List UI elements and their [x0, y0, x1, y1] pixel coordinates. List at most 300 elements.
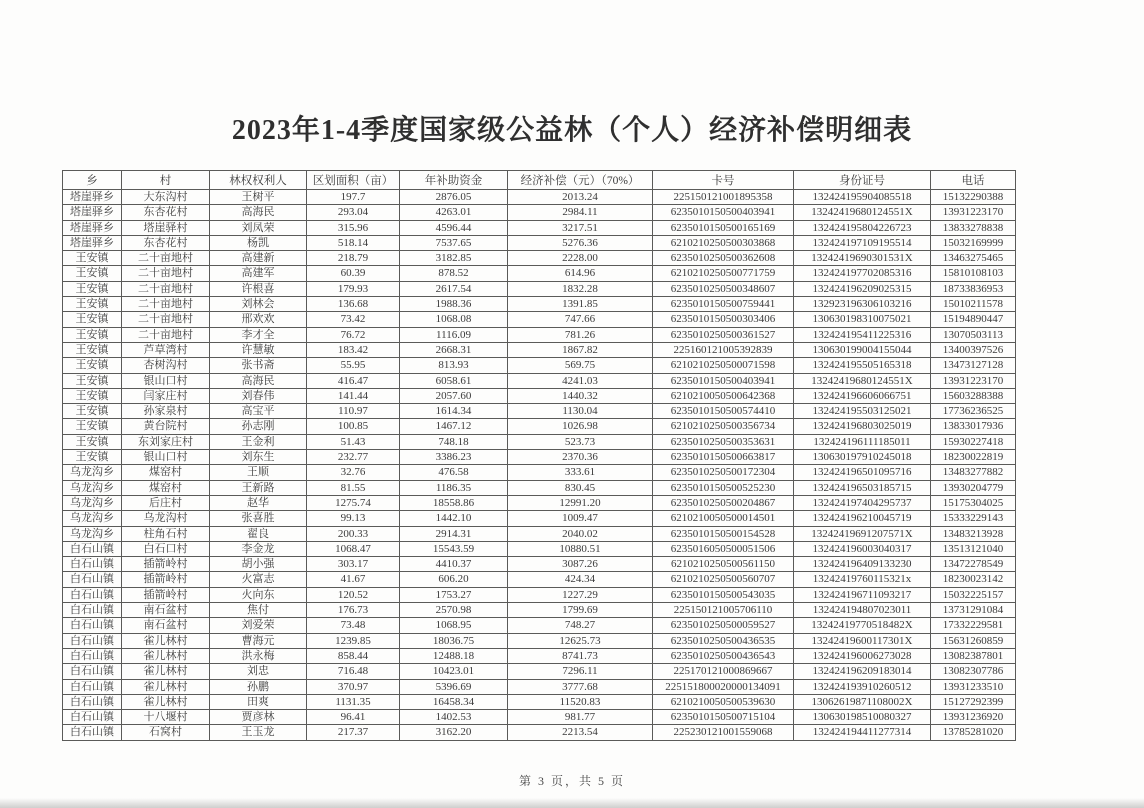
- table-cell: 18230022819: [931, 450, 1016, 465]
- table-cell: 15132290388: [931, 190, 1016, 205]
- table-cell: 3087.26: [508, 557, 653, 572]
- table-cell: 747.66: [508, 312, 653, 327]
- table-cell: 6235010150500574410: [653, 404, 794, 419]
- header-row: [63, 171, 1016, 190]
- table-cell: 塔崖驿乡: [63, 205, 122, 220]
- table-row: [63, 526, 1016, 541]
- table-cell: 6235010250500436543: [653, 648, 794, 663]
- table-cell: 插箭岭村: [122, 557, 210, 572]
- table-cell: 1130.04: [508, 404, 653, 419]
- column-header: 身份证号: [794, 171, 931, 190]
- table-cell: 132424195503125021: [794, 404, 931, 419]
- table-cell: 乌龙沟乡: [63, 511, 122, 526]
- table-cell: 白石山镇: [63, 618, 122, 633]
- table-row: [63, 358, 1016, 373]
- table-cell: 3777.68: [508, 679, 653, 694]
- table-cell: 1009.47: [508, 511, 653, 526]
- table-cell: 3182.85: [400, 251, 508, 266]
- table-cell: 32.76: [307, 465, 400, 480]
- table-cell: 132424195804226723: [794, 220, 931, 235]
- table-cell: 15127292399: [931, 694, 1016, 709]
- table-cell: 1988.36: [400, 297, 508, 312]
- table-cell: 15175304025: [931, 495, 1016, 510]
- table-cell: 大东沟村: [122, 190, 210, 205]
- table-cell: 18230023142: [931, 572, 1016, 587]
- table-cell: 15543.59: [400, 541, 508, 556]
- table-cell: 6235010150500715104: [653, 710, 794, 725]
- table-cell: 830.45: [508, 480, 653, 495]
- table-cell: 6235010150500663817: [653, 450, 794, 465]
- column-header: 卡号: [653, 171, 794, 190]
- table-cell: 748.18: [400, 434, 508, 449]
- table-cell: 4241.03: [508, 373, 653, 388]
- table-cell: 614.96: [508, 266, 653, 281]
- table-body: [63, 190, 1016, 741]
- table-cell: 李金龙: [210, 541, 307, 556]
- table-cell: 6235010150500525230: [653, 480, 794, 495]
- table-cell: 王安镇: [63, 266, 122, 281]
- table-cell: 1116.09: [400, 327, 508, 342]
- table-cell: 高海民: [210, 373, 307, 388]
- table-cell: 6235010150500759441: [653, 297, 794, 312]
- table-cell: 18733836953: [931, 281, 1016, 296]
- table-row: [63, 587, 1016, 602]
- table-cell: 6210210250500356734: [653, 419, 794, 434]
- table-cell: 2617.54: [400, 281, 508, 296]
- table-cell: 13473127128: [931, 358, 1016, 373]
- table-cell: 王安镇: [63, 434, 122, 449]
- table-cell: 王新路: [210, 480, 307, 495]
- table-cell: 芦草湾村: [122, 342, 210, 357]
- table-cell: 6210210050500642368: [653, 388, 794, 403]
- table-row: [63, 190, 1016, 205]
- table-cell: 刘东生: [210, 450, 307, 465]
- table-cell: 6235010150500543035: [653, 587, 794, 602]
- table-row: [63, 495, 1016, 510]
- table-row: [63, 373, 1016, 388]
- table-cell: 13513121040: [931, 541, 1016, 556]
- table-cell: 王安镇: [63, 297, 122, 312]
- table-cell: 白石山镇: [63, 572, 122, 587]
- table-cell: 洪永梅: [210, 648, 307, 663]
- table-cell: 6235010250500361527: [653, 327, 794, 342]
- table-cell: 2057.60: [400, 388, 508, 403]
- table-cell: 白石山镇: [63, 557, 122, 572]
- table-cell: 333.61: [508, 465, 653, 480]
- table-cell: 41.67: [307, 572, 400, 587]
- table-cell: 76.72: [307, 327, 400, 342]
- table-row: [63, 618, 1016, 633]
- table-cell: 刘凤荣: [210, 220, 307, 235]
- table-cell: 6210210250500303868: [653, 235, 794, 250]
- table-cell: 132424196803025019: [794, 419, 931, 434]
- table-row: [63, 511, 1016, 526]
- table-cell: 雀儿林村: [122, 679, 210, 694]
- table-cell: 1402.53: [400, 710, 508, 725]
- table-cell: 闫家庄村: [122, 388, 210, 403]
- table-cell: 12488.18: [400, 648, 508, 663]
- table-cell: 232.77: [307, 450, 400, 465]
- table-cell: 王安镇: [63, 388, 122, 403]
- table-cell: 高宝平: [210, 404, 307, 419]
- table-cell: 370.97: [307, 679, 400, 694]
- table-cell: 赵华: [210, 495, 307, 510]
- table-cell: 13082307786: [931, 664, 1016, 679]
- table-cell: 99.13: [307, 511, 400, 526]
- table-cell: 303.17: [307, 557, 400, 572]
- table-cell: 白石山镇: [63, 603, 122, 618]
- table-cell: 2570.98: [400, 603, 508, 618]
- table-cell: 黄台院村: [122, 419, 210, 434]
- table-row: [63, 404, 1016, 419]
- table-cell: 6210210250500071598: [653, 358, 794, 373]
- table-cell: 白石口村: [122, 541, 210, 556]
- table-cell: 6235010150500403941: [653, 205, 794, 220]
- table-cell: 1832.28: [508, 281, 653, 296]
- table-cell: 7296.11: [508, 664, 653, 679]
- table-cell: 火富志: [210, 572, 307, 587]
- table-cell: 2213.54: [508, 725, 653, 740]
- table-cell: 200.33: [307, 526, 400, 541]
- table-cell: 15194890447: [931, 312, 1016, 327]
- table-row: [63, 541, 1016, 556]
- table-cell: 王安镇: [63, 419, 122, 434]
- table-cell: 110.97: [307, 404, 400, 419]
- table-cell: 1440.32: [508, 388, 653, 403]
- table-cell: 孙家泉村: [122, 404, 210, 419]
- table-cell: 13833017936: [931, 419, 1016, 434]
- table-cell: 二十亩地村: [122, 297, 210, 312]
- table-cell: 10423.01: [400, 664, 508, 679]
- table-cell: 南石盆村: [122, 603, 210, 618]
- table-cell: 2040.02: [508, 526, 653, 541]
- table-cell: 1068.47: [307, 541, 400, 556]
- table-cell: 塔崖驿乡: [63, 220, 122, 235]
- table-cell: 13931236920: [931, 710, 1016, 725]
- table-cell: 130630198510080327: [794, 710, 931, 725]
- table-cell: 748.27: [508, 618, 653, 633]
- table-cell: 焦付: [210, 603, 307, 618]
- table-cell: 6235010250500204867: [653, 495, 794, 510]
- table-cell: 132424196111185011: [794, 434, 931, 449]
- table-cell: 132424196711093217: [794, 587, 931, 602]
- table-cell: 乌龙沟乡: [63, 465, 122, 480]
- table-row: [63, 557, 1016, 572]
- table-cell: 132424193910260512: [794, 679, 931, 694]
- table-cell: 6235010250500059527: [653, 618, 794, 633]
- table-cell: 2914.31: [400, 526, 508, 541]
- table-cell: 130630198310075021: [794, 312, 931, 327]
- table-cell: 6235010250500362608: [653, 251, 794, 266]
- table-cell: 96.41: [307, 710, 400, 725]
- table-cell: 4263.01: [400, 205, 508, 220]
- table-cell: 15032169999: [931, 235, 1016, 250]
- table-cell: 翟良: [210, 526, 307, 541]
- table-cell: 刘爱荣: [210, 618, 307, 633]
- table-cell: 132424196209183014: [794, 664, 931, 679]
- table-cell: 6235010150500154528: [653, 526, 794, 541]
- table-cell: 曹海元: [210, 633, 307, 648]
- table-cell: 1239.85: [307, 633, 400, 648]
- table-cell: 16458.34: [400, 694, 508, 709]
- table-cell: 15603288388: [931, 388, 1016, 403]
- table-cell: 13242419690301531X: [794, 251, 931, 266]
- table-row: [63, 220, 1016, 235]
- table-cell: 132424196210045719: [794, 511, 931, 526]
- table-cell: 13833278838: [931, 220, 1016, 235]
- table-cell: 东刘家庄村: [122, 434, 210, 449]
- table-row: [63, 450, 1016, 465]
- table-cell: 13785281020: [931, 725, 1016, 740]
- table-cell: 13400397526: [931, 342, 1016, 357]
- column-header: 村: [122, 171, 210, 190]
- column-header: 经济补偿（元）（70%）: [508, 171, 653, 190]
- table-cell: 十八堰村: [122, 710, 210, 725]
- table-cell: 132424194411277314: [794, 725, 931, 740]
- table-row: [63, 205, 1016, 220]
- table-cell: 716.48: [307, 664, 400, 679]
- compensation-table: [62, 170, 1016, 741]
- table-cell: 11520.83: [508, 694, 653, 709]
- table-cell: 1068.08: [400, 312, 508, 327]
- table-cell: 13931233510: [931, 679, 1016, 694]
- table-cell: 乌龙沟乡: [63, 526, 122, 541]
- table-cell: 塔崖驿乡: [63, 235, 122, 250]
- table-cell: 白石山镇: [63, 648, 122, 663]
- table-cell: 6210210250500561150: [653, 557, 794, 572]
- table-cell: 878.52: [400, 266, 508, 281]
- table-cell: 13931223170: [931, 373, 1016, 388]
- table-cell: 1753.27: [400, 587, 508, 602]
- table-cell: 煤窑村: [122, 480, 210, 495]
- table-cell: 13062619871108002X: [794, 694, 931, 709]
- table-cell: 13242419680124551X: [794, 205, 931, 220]
- table-cell: 2984.11: [508, 205, 653, 220]
- table-cell: 高建军: [210, 266, 307, 281]
- table-cell: 1227.29: [508, 587, 653, 602]
- table-cell: 2013.24: [508, 190, 653, 205]
- table-cell: 13242419770518482X: [794, 618, 931, 633]
- table-cell: 225170121000869667: [653, 664, 794, 679]
- table-cell: 132424195505165318: [794, 358, 931, 373]
- table-row: [63, 281, 1016, 296]
- table-cell: 225150121001895358: [653, 190, 794, 205]
- table-cell: 火向东: [210, 587, 307, 602]
- table-cell: 3217.51: [508, 220, 653, 235]
- table-cell: 60.39: [307, 266, 400, 281]
- table-cell: 13070503113: [931, 327, 1016, 342]
- table-cell: 二十亩地村: [122, 251, 210, 266]
- table-cell: 13242419600117301X: [794, 633, 931, 648]
- table-row: [63, 710, 1016, 725]
- table-cell: 王金利: [210, 434, 307, 449]
- table-cell: 858.44: [307, 648, 400, 663]
- table-cell: 插箭岭村: [122, 572, 210, 587]
- table-cell: 132424196501095716: [794, 465, 931, 480]
- table-cell: 田爽: [210, 694, 307, 709]
- table-cell: 许根喜: [210, 281, 307, 296]
- table-cell: 1131.35: [307, 694, 400, 709]
- table-cell: 6235010150500403941: [653, 373, 794, 388]
- table-cell: 136.68: [307, 297, 400, 312]
- table-cell: 刘春伟: [210, 388, 307, 403]
- table-cell: 8741.73: [508, 648, 653, 663]
- table-cell: 132424196409133230: [794, 557, 931, 572]
- table-cell: 高建新: [210, 251, 307, 266]
- table-cell: 4410.37: [400, 557, 508, 572]
- table-row: [63, 572, 1016, 587]
- table-row: [63, 251, 1016, 266]
- table-cell: 73.42: [307, 312, 400, 327]
- table-cell: 2668.31: [400, 342, 508, 357]
- table-cell: 6210210250500560707: [653, 572, 794, 587]
- table-cell: 217.37: [307, 725, 400, 740]
- table-cell: 132424197702085316: [794, 266, 931, 281]
- table-cell: 王安镇: [63, 251, 122, 266]
- table-cell: 白石山镇: [63, 725, 122, 740]
- table-cell: 981.77: [508, 710, 653, 725]
- table-cell: 10880.51: [508, 541, 653, 556]
- table-cell: 813.93: [400, 358, 508, 373]
- table-cell: 张书斋: [210, 358, 307, 373]
- table-cell: 3386.23: [400, 450, 508, 465]
- table-cell: 塔崖驿乡: [63, 190, 122, 205]
- table-cell: 141.44: [307, 388, 400, 403]
- table-cell: 许慧敏: [210, 342, 307, 357]
- table-cell: 183.42: [307, 342, 400, 357]
- table-cell: 白石山镇: [63, 710, 122, 725]
- table-cell: 130630197910245018: [794, 450, 931, 465]
- table-cell: 6235010150500303406: [653, 312, 794, 327]
- table-cell: 乌龙沟村: [122, 511, 210, 526]
- table-cell: 17736236525: [931, 404, 1016, 419]
- table-cell: 柱角石村: [122, 526, 210, 541]
- table-cell: 18558.86: [400, 495, 508, 510]
- table-row: [63, 235, 1016, 250]
- table-cell: 781.26: [508, 327, 653, 342]
- table-row: [63, 327, 1016, 342]
- table-cell: 416.47: [307, 373, 400, 388]
- table-cell: 1186.35: [400, 480, 508, 495]
- table-row: [63, 603, 1016, 618]
- table-cell: 4596.44: [400, 220, 508, 235]
- table-cell: 王安镇: [63, 312, 122, 327]
- table-cell: 张喜胜: [210, 511, 307, 526]
- table-cell: 1799.69: [508, 603, 653, 618]
- table-cell: 315.96: [307, 220, 400, 235]
- table-cell: 二十亩地村: [122, 266, 210, 281]
- table-cell: 乌龙沟乡: [63, 480, 122, 495]
- table-cell: 二十亩地村: [122, 312, 210, 327]
- table-cell: 17332229581: [931, 618, 1016, 633]
- table-row: [63, 434, 1016, 449]
- table-cell: 6235010150500165169: [653, 220, 794, 235]
- table-cell: 13930204779: [931, 480, 1016, 495]
- table-cell: 132424195411225316: [794, 327, 931, 342]
- table-cell: 银山口村: [122, 450, 210, 465]
- table-cell: 51.43: [307, 434, 400, 449]
- table-cell: 王安镇: [63, 342, 122, 357]
- table-cell: 6058.61: [400, 373, 508, 388]
- table-row: [63, 297, 1016, 312]
- table-cell: 白石山镇: [63, 694, 122, 709]
- table-header: [63, 171, 1016, 190]
- table-cell: 贾彦林: [210, 710, 307, 725]
- table-cell: 13082387801: [931, 648, 1016, 663]
- table-cell: 1068.95: [400, 618, 508, 633]
- table-cell: 1467.12: [400, 419, 508, 434]
- table-row: [63, 725, 1016, 740]
- table-cell: 476.58: [400, 465, 508, 480]
- table-cell: 12625.73: [508, 633, 653, 648]
- table-cell: 白石山镇: [63, 541, 122, 556]
- column-header: 乡: [63, 171, 122, 190]
- table-cell: 1391.85: [508, 297, 653, 312]
- table-cell: 132424196003040317: [794, 541, 931, 556]
- table-cell: 73.48: [307, 618, 400, 633]
- table-cell: 176.73: [307, 603, 400, 618]
- table-cell: 120.52: [307, 587, 400, 602]
- table-cell: 1026.98: [508, 419, 653, 434]
- table-cell: 6235010250500348607: [653, 281, 794, 296]
- table-row: [63, 312, 1016, 327]
- table-cell: 1867.82: [508, 342, 653, 357]
- table-cell: 225160121005392839: [653, 342, 794, 357]
- table-cell: 3162.20: [400, 725, 508, 740]
- table-cell: 东杏花村: [122, 235, 210, 250]
- table-cell: 6210210050500539630: [653, 694, 794, 709]
- table-cell: 杨凯: [210, 235, 307, 250]
- table-cell: 13483277882: [931, 465, 1016, 480]
- table-cell: 王安镇: [63, 450, 122, 465]
- table-cell: 白石山镇: [63, 587, 122, 602]
- table-cell: 15930227418: [931, 434, 1016, 449]
- table-cell: 东杏花村: [122, 205, 210, 220]
- table-cell: 15010211578: [931, 297, 1016, 312]
- table-cell: 王安镇: [63, 358, 122, 373]
- table-row: [63, 266, 1016, 281]
- table-cell: 225230121001559068: [653, 725, 794, 740]
- table-cell: 132424196503185715: [794, 480, 931, 495]
- table-cell: 6210210250500771759: [653, 266, 794, 281]
- table-cell: 孙鹏: [210, 679, 307, 694]
- table-cell: 81.55: [307, 480, 400, 495]
- table-cell: 13463275465: [931, 251, 1016, 266]
- table-cell: 高海民: [210, 205, 307, 220]
- table-cell: 雀儿林村: [122, 694, 210, 709]
- table-row: [63, 664, 1016, 679]
- table-cell: 孙志刚: [210, 419, 307, 434]
- column-header: 年补助资金: [400, 171, 508, 190]
- table-cell: 杏树沟村: [122, 358, 210, 373]
- table-cell: 白石山镇: [63, 664, 122, 679]
- table-cell: 13731291084: [931, 603, 1016, 618]
- table-cell: 15333229143: [931, 511, 1016, 526]
- table-cell: 15032225157: [931, 587, 1016, 602]
- table-cell: 18036.75: [400, 633, 508, 648]
- table-cell: 293.04: [307, 205, 400, 220]
- table-cell: 523.73: [508, 434, 653, 449]
- table-cell: 李才全: [210, 327, 307, 342]
- table-cell: 424.34: [508, 572, 653, 587]
- table-cell: 132424196606066751: [794, 388, 931, 403]
- table-cell: 王顺: [210, 465, 307, 480]
- table-cell: 12991.20: [508, 495, 653, 510]
- table-cell: 225151800020000134091: [653, 679, 794, 694]
- table-cell: 白石山镇: [63, 633, 122, 648]
- table-cell: 132424196209025315: [794, 281, 931, 296]
- table-cell: 胡小强: [210, 557, 307, 572]
